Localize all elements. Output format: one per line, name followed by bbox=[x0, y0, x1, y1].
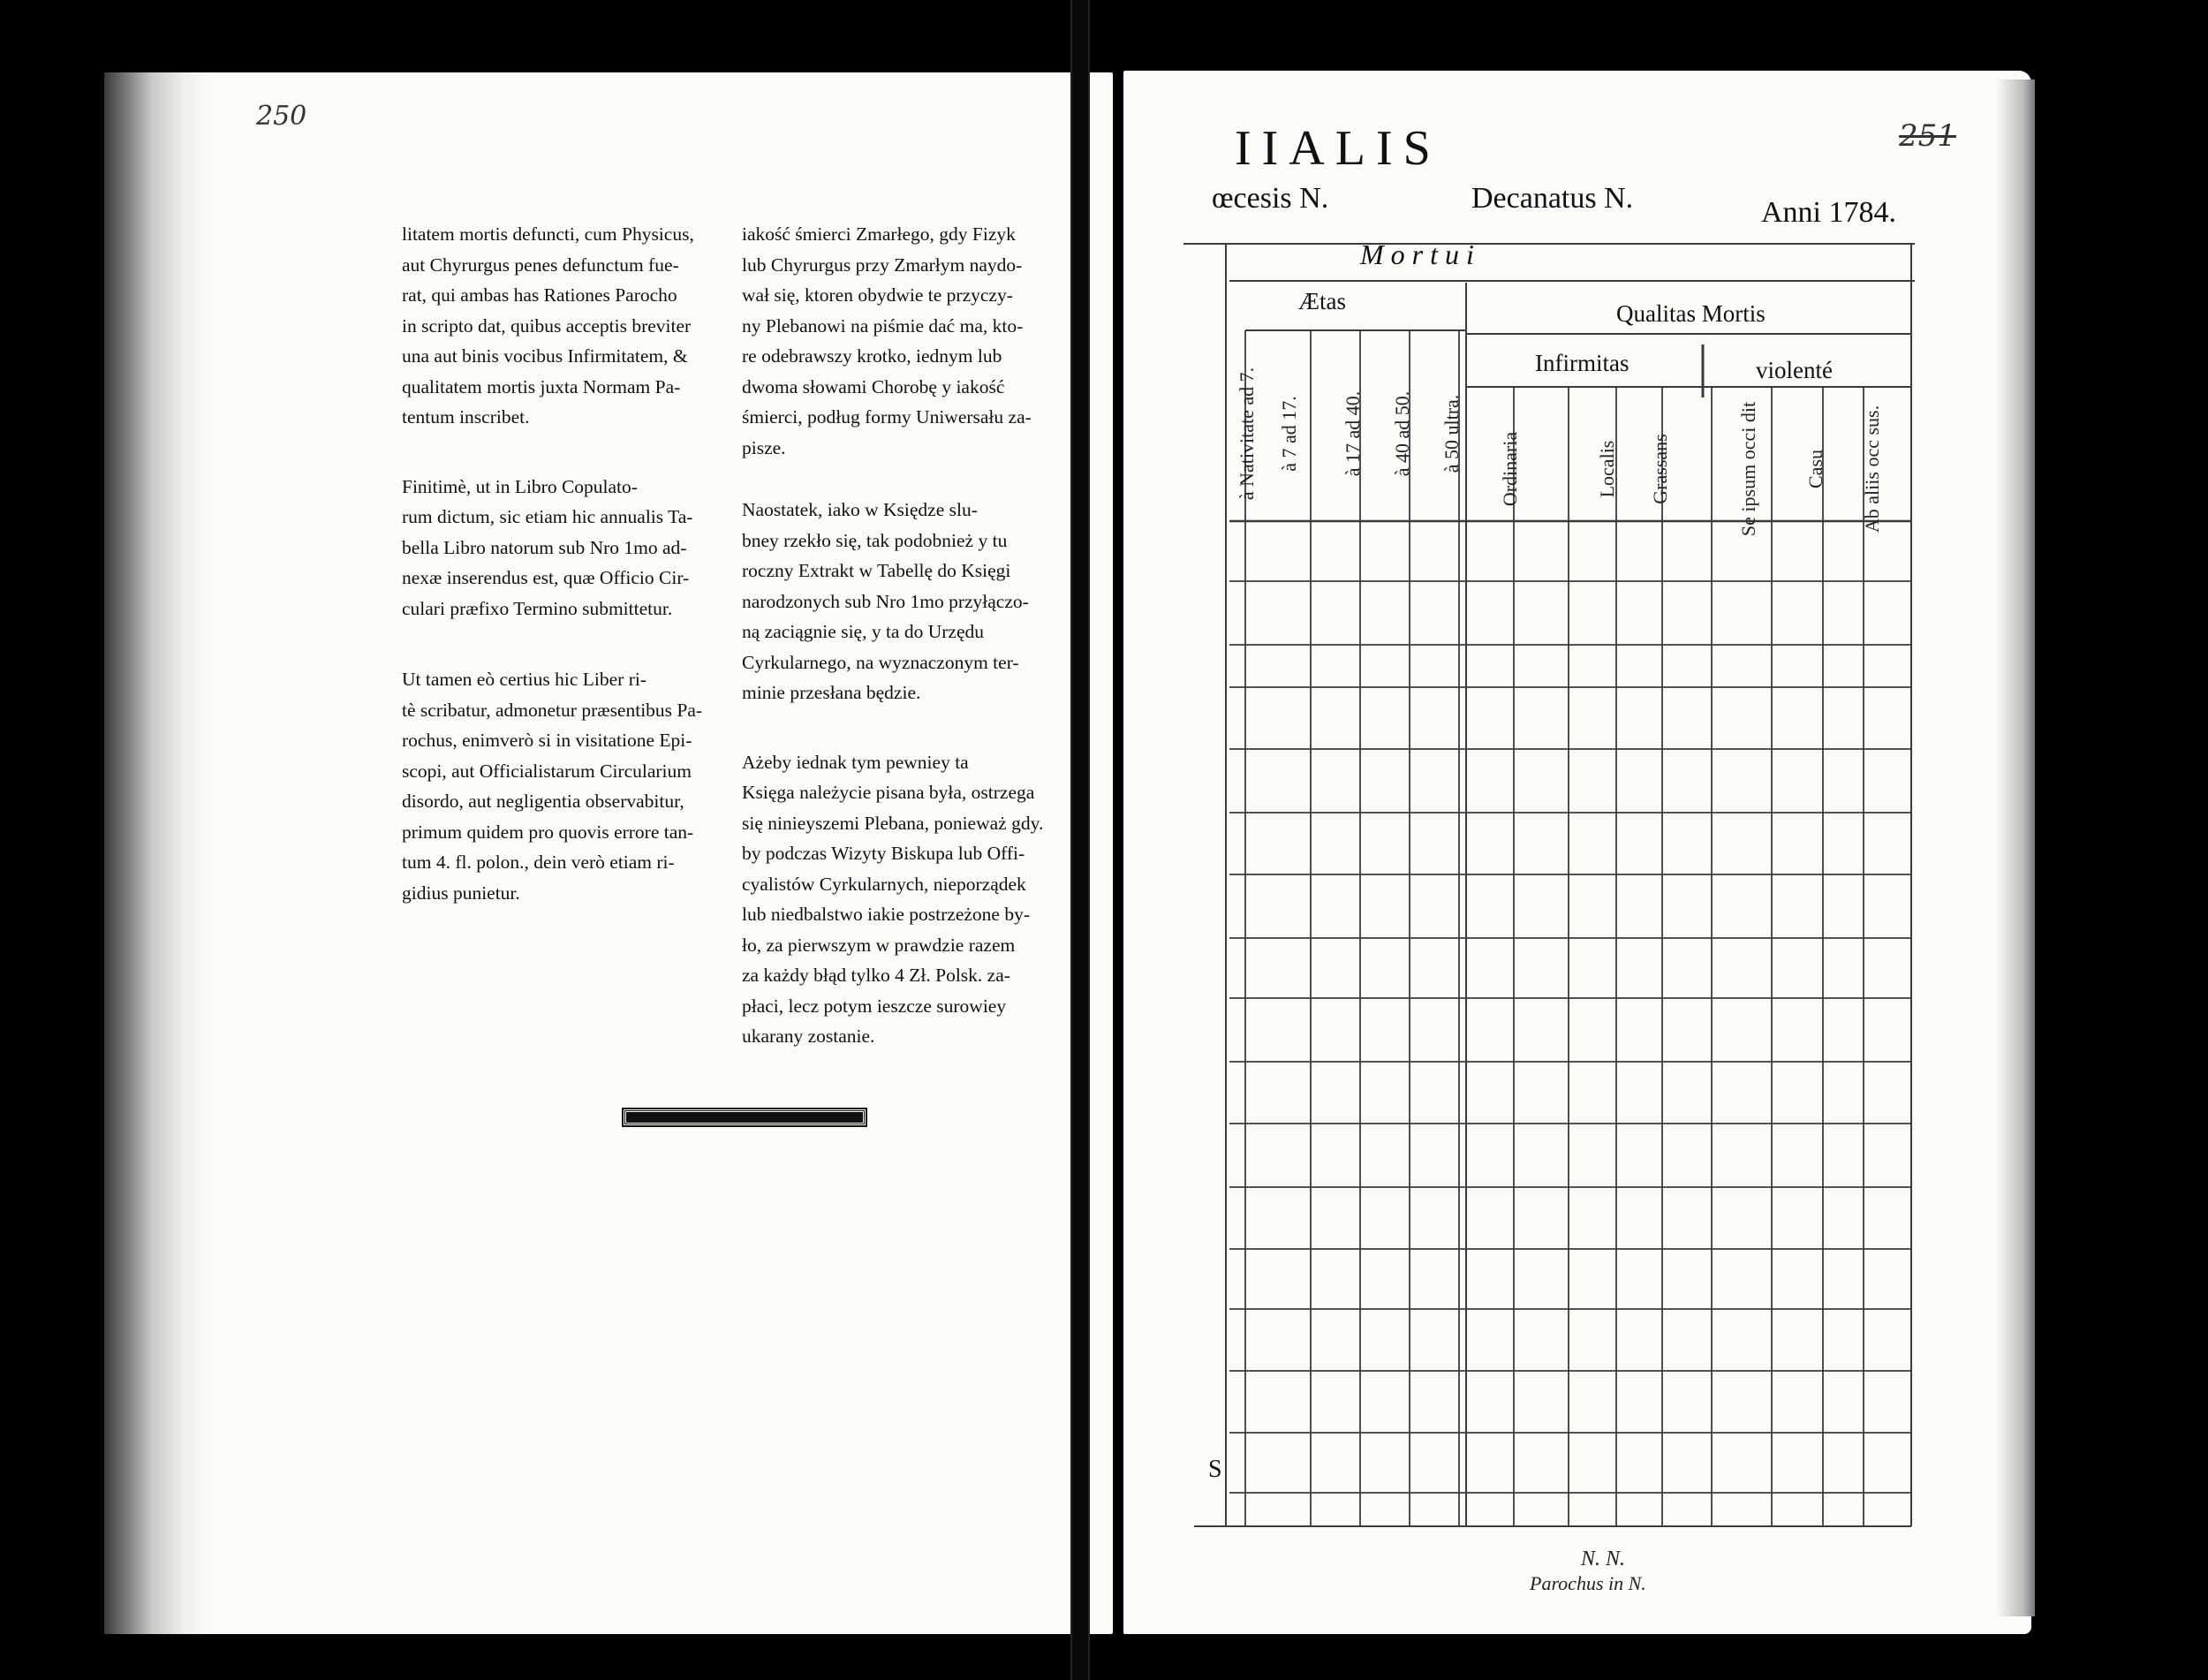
polish-paragraph-3: Ażeby iednak tym pewniey ta Księga należycie pisana była, ostrzega się ninieyszemi Plebana, ponieważ gdy. by podczas Wizyty Biskupa lub Offi- cyalistów Cyrkularnych, nieporządek lub niedbalstwo iakie postrzeżone by- ło, za pierwszym w prawdzie razem za każdy błąd tylko 4 Zł. Polsk. za- płaci, lecz potym ieszcze surowiey ukarany zostanie. bbox=[742, 751, 1044, 1047]
signature-names: N. N. bbox=[1581, 1548, 1626, 1570]
diocese-label: œcesis N. bbox=[1212, 182, 1329, 215]
deanery-label: Decanatus N. bbox=[1471, 182, 1634, 215]
polish-paragraph-2: Naostatek, iako w Księdze slu- bney rzekło się, tak podobnież y tu roczny Extrakt w Tabellę do Księgi narodzonych sub Nro 1mo przyłączo- ną zaciągnie się, y ta do Urzędu Cyrkularnego, na wyznaczonym ter- minie przesłana będzie. bbox=[742, 499, 1029, 703]
column-header-infirmitas-3: Grassans bbox=[1649, 434, 1671, 504]
margin-letter: S bbox=[1208, 1456, 1222, 1483]
column-header-age-5: à 50 ultra. bbox=[1440, 394, 1463, 473]
header-infirmitas: Infirmitas bbox=[1535, 350, 1630, 376]
column-header-age-1: à Nativitate ad 7. bbox=[1236, 367, 1258, 501]
header-qualitas-mortis: Qualitas Mortis bbox=[1616, 300, 1766, 327]
column-header-violente-1: Se ipsum occi dit bbox=[1737, 401, 1759, 537]
column-header-age-4: à 40 ad 50. bbox=[1391, 390, 1413, 477]
column-header-violente-2: Casu bbox=[1804, 450, 1826, 488]
latin-paragraph-3: Ut tamen eò certius hic Liber ri- tè scribatur, admonetur præsentibus Pa- rochus, enimverò si in visitatione Epi- scopi, aut Officialistarum Circularium disordo, aut negligentia observabitur, primum quidem pro quovis errore tan- tum 4. fl. polon., dein verò etiam ri- gidius punietur. bbox=[402, 669, 703, 904]
latin-paragraph-2: Finitimè, ut in Libro Copulato- rum dictum, sic etiam hic annualis Ta- bella Libro natorum sub Nro 1mo ad- nexæ inserendus est, quæ Officio Cir- culari præfixo Termino submittetur. bbox=[402, 475, 693, 619]
register-title: IIALIS bbox=[1235, 121, 1441, 176]
column-header-infirmitas-1: Ordinaria bbox=[1499, 431, 1521, 507]
right-folio-number: 251 bbox=[1899, 118, 1956, 154]
signature-parochus: Parochus in N. bbox=[1530, 1572, 1646, 1594]
section-title-mortui: Mortui bbox=[1360, 238, 1481, 270]
column-header-violente-3: Ab aliis occ sus. bbox=[1861, 405, 1883, 534]
polish-paragraph-1: iakość śmierci Zmarłego, gdy Fizyk lub Chyrurgus przy Zmarłym naydo- wał się, ktoren obydwie te przyczy- ny Plebanowi na piśmie dać ma, kto- re odebrawszy krotko, iednym lub dwoma słowami Chorobę y iakość śmierci, podług formy Uniwersału za- pisze. bbox=[742, 223, 1032, 458]
latin-paragraph-1: litatem mortis defuncti, cum Physicus, aut Chyrurgus penes defunctum fue- rat, qui ambas has Rationes Parocho in scripto dat, quibus acceptis breviter una aut binis vocibus Infirmitatem, & qualitatem mortis juxta Normam Pa- tentum inscribet. bbox=[402, 223, 694, 428]
header-violente: violenté bbox=[1756, 357, 1833, 383]
column-header-infirmitas-2: Localis bbox=[1596, 440, 1618, 498]
header-aetas: Ætas bbox=[1298, 288, 1346, 314]
column-header-age-2: à 7 ad 17. bbox=[1278, 396, 1300, 472]
column-header-age-3: à 17 ad 40. bbox=[1342, 390, 1364, 477]
year-label: Anni 1784. bbox=[1761, 196, 1896, 229]
left-folio-number: 250 bbox=[256, 101, 307, 132]
